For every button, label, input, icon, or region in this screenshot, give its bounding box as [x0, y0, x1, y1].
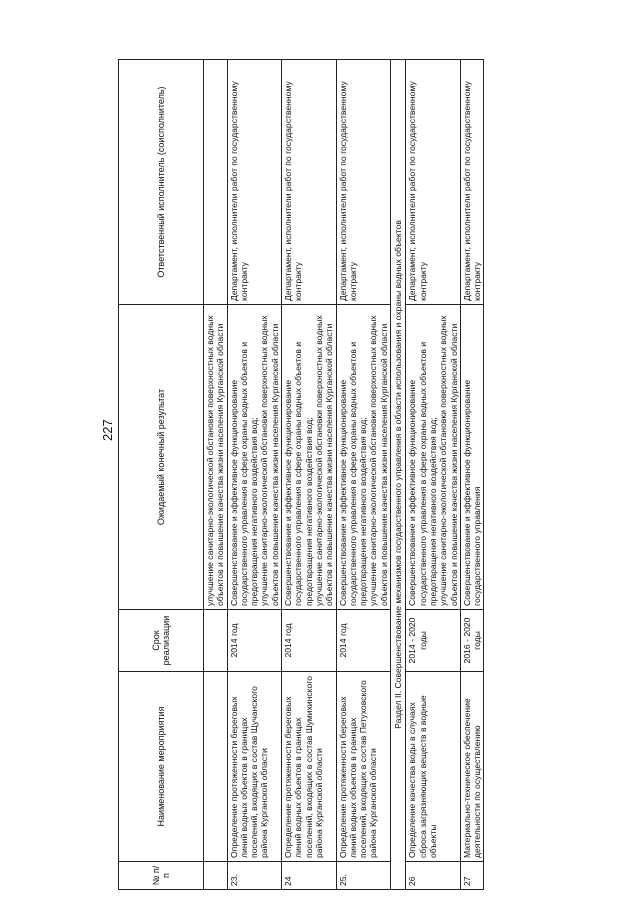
- section-title: Раздел II. Совершенствование механизмов государственного управления в области использования и охраны водных объектов: [391, 60, 406, 890]
- result-part-1: Совершенствование и эффективное функционирование государственного управления в сфере охраны водных объектов и предотвращения негативного воздействия вод;: [228, 341, 260, 606]
- result-part-1: Совершенствование и эффективное функционирование государственного управления в сфере охраны водных объектов и предотвращения негативного воздействия вод;: [407, 341, 438, 606]
- cell-result: [406, 305, 460, 610]
- cell-result: улучшение санитарно-экологической обстановки поверхностных водных объектов и повышение качества жизни населения Курганской области: [204, 305, 228, 610]
- cell-executor: Департамент, исполнители работ по государственному контракту: [406, 60, 460, 305]
- header-name: Наименование мероприятия: [119, 672, 204, 862]
- result-part-2: улучшение санитарно-экологической обстановки поверхностных водных объектов и повышение качества жизни населения Курганской области: [438, 315, 459, 606]
- cell-result: [336, 305, 390, 610]
- section-row: [391, 60, 406, 890]
- cell-term: 2014 год: [227, 610, 281, 672]
- result-part-2: улучшение санитарно-экологической обстановки поверхностных водных объектов и повышение качества жизни населения Курганской области: [259, 315, 280, 606]
- cell-name: Определение протяженности береговых линий водных объектов в границах поселений, входящих в состав Петуховского района Курганской области: [336, 672, 390, 862]
- page-number: 227: [100, 419, 115, 441]
- result-part-2: улучшение санитарно-экологической обстановки поверхностных водных объектов и повышение качества жизни населения Курганской области: [313, 315, 335, 606]
- result-part-1: Совершенствование и эффективное функционирование государственного управления в сфере охраны водных объектов и предотвращения негативного воздействия вод;: [337, 341, 369, 606]
- measures-table: [118, 59, 484, 890]
- table-row: [460, 60, 484, 890]
- header-num: № п/п: [119, 862, 204, 890]
- result-part-1: Совершенствование и эффективное функционирование государственного управления в сфере охраны водных объектов и предотвращения негативного воздействия вод;: [283, 341, 314, 606]
- cell-term: 2014 год: [282, 610, 336, 672]
- cell-term: 2016 - 2020 годы: [460, 610, 484, 672]
- header-term: Срок реализации: [119, 610, 204, 672]
- header-result: Ожидаемый конечный результат: [119, 305, 204, 610]
- cell-term: 2014 - 2020 годы: [406, 610, 460, 672]
- table-row: [336, 60, 390, 890]
- cell-num: 27: [460, 862, 484, 890]
- table-row: [406, 60, 460, 890]
- cell-name: Материально-техническое обеспечение деятельности по осуществлению: [460, 672, 484, 862]
- cell-result: [227, 305, 281, 610]
- table-row: [282, 60, 336, 890]
- cell-num: 26: [406, 862, 460, 890]
- cell-name: Определение протяженности береговых линий водных объектов в границах поселений, входящих в состав Шумихинского района Курганской области: [282, 672, 336, 862]
- cell-result: [282, 305, 336, 610]
- cell-executor: Департамент, исполнители работ по государственному контракту: [460, 60, 484, 305]
- cell-executor: Департамент, исполнители работ по государственному контракту: [336, 60, 390, 305]
- cell-term: 2014 год: [336, 610, 390, 672]
- table-row: [227, 60, 281, 890]
- header-executor: Ответственный исполнитель (соисполнитель): [119, 60, 204, 305]
- cell-name: Определение протяженности береговых линий водных объектов в границах поселений, входящих в состав Щучанского района Курганской области: [227, 672, 281, 862]
- cell-num: 25.: [336, 862, 390, 890]
- cell-name: Определение качества воды в случаях сброса загрязняющих веществ в водные объекты: [406, 672, 460, 862]
- cell-executor: Департамент, исполнители работ по государственному контракту: [282, 60, 336, 305]
- cell-num: 24: [282, 862, 336, 890]
- cell-num: 23.: [227, 862, 281, 890]
- cell-result: Совершенствование и эффективное функционирование государственного управления: [460, 305, 484, 610]
- table-row: [204, 60, 228, 890]
- cell-executor: Департамент, исполнители работ по государственному контракту: [227, 60, 281, 305]
- rotated-table-container: [118, 60, 618, 890]
- result-part-2: улучшение санитарно-экологической обстановки поверхностных водных объектов и повышение качества жизни населения Курганской области: [368, 315, 389, 606]
- table-header: [119, 60, 204, 890]
